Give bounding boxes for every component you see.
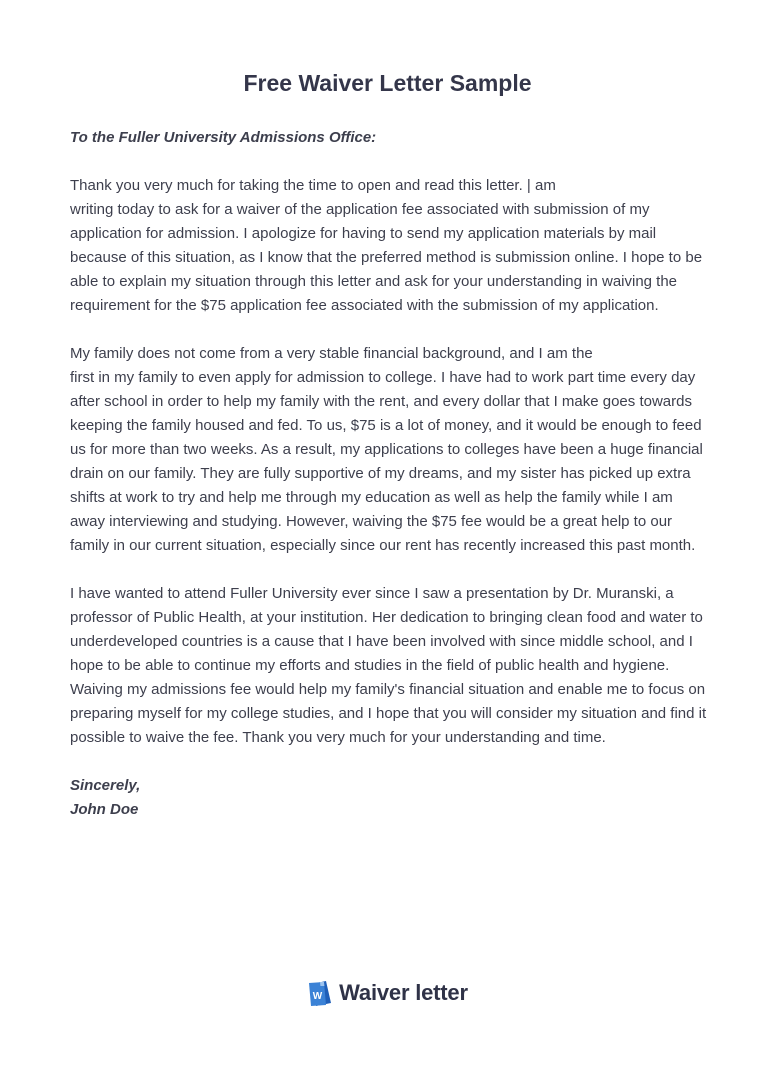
signature: John Doe [70,801,139,818]
letter-body [70,126,710,822]
paragraph-2 [70,342,710,558]
paragraph-1 [70,174,710,318]
footer-brand [0,978,775,1008]
icon-letter: W [312,991,323,1002]
paragraph-2-first-line: My family does not come from a very stable financial background, and I am the [70,345,593,362]
paragraph-3 [70,582,710,750]
signoff [70,774,710,822]
document-w-icon [307,978,333,1008]
paragraph-3-text: I have wanted to attend Fuller University ever since I saw a presentation by Dr. Muranski, a professor of Public Health, at your institution. Her dedication to bringing clean food and water to underdeveloped countries is a cause that I have been involved with since middle school, and I hope to be able to continue my efforts and studies in the field of public health and hygiene. Waiving my admissions fee would help my family's financial situation and enable me to focus on preparing myself for my college studies, and I hope that you will consider my situation and find it possible to waive the fee. Thank you very much for your understanding and time. [70,585,707,746]
paragraph-1-text: writing today to ask for a waiver of the application fee associated with submission of my application for admission. I apologize for having to send my application materials by mail because of this situation, as I know that the preferred method is submission online. I hope to be able to explain my situation through this letter and ask for your understanding in waiving the requirement for the $75 application fee associated with the submission of my application. [70,201,703,314]
paragraph-2-text: first in my family to even apply for admission to college. I have had to work part time every day after school in order to help my family with the rent, and every dollar that I make goes towards keeping the family housed and fed. To us, $75 is a lot of money, and it would be enough to feed us for more than two weeks. As a result, my applications to colleges have been a huge financial drain on our family. They are fully supportive of my dreams, and my sister has picked up extra shifts at work to try and help me through my education as well as help the family while I am away interviewing and studying. However, waiving the $75 fee would be a great help to our family in our current situation, especially since our rent has recently increased this past month. [70,369,703,554]
paragraph-1-first-line: Thank you very much for taking the time to open and read this letter. | am [70,177,556,194]
closing: Sincerely, [70,777,141,794]
brand-name: Waiver letter [339,980,468,1005]
salutation: To the Fuller University Admissions Office: [70,129,377,146]
page-title: Free Waiver Letter Sample [243,70,532,96]
